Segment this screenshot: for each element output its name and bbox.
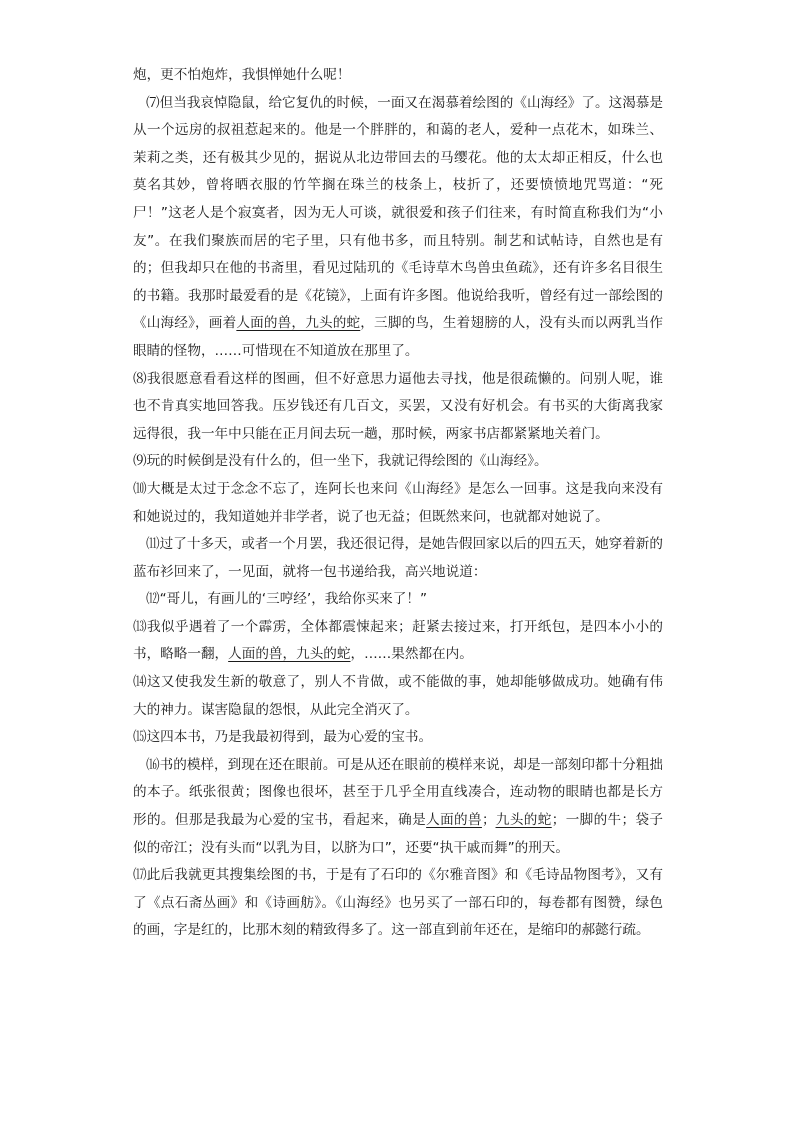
paragraph-p15 <box>133 724 663 752</box>
paragraph-p10 <box>133 476 663 531</box>
paragraph-p7 <box>133 90 663 366</box>
paragraph-p6_tail <box>133 62 663 90</box>
article-body <box>133 62 663 945</box>
text-segment: ⑿“哥儿，有画儿的‘三哼经’，我给你买来了！” <box>146 591 428 608</box>
paragraph-p8 <box>133 366 663 449</box>
text-segment: ⒃书的模样，到现在还在眼前。可是从还在眼前的模样来说，却是一部刻印都十分粗拙的本子。纸张很黄；图像也很坏，甚至于几乎全用直线凑合，连动物的眼睛也都是长方形的。但那是我最为心爱的宝书，看起来，确是 <box>133 756 663 829</box>
paragraph-p16 <box>133 752 663 862</box>
text-segment: ； <box>481 812 496 829</box>
paragraph-p13 <box>133 614 663 669</box>
text-segment: ，……果然都在内。 <box>350 646 473 663</box>
underlined-phrase: 人面的兽 <box>426 812 482 829</box>
underlined-phrase: 九头的蛇 <box>495 812 552 829</box>
text-segment: ⑺但当我哀悼隐鼠，给它复仇的时候，一面又在渴慕着绘图的《山海经》了。这渴慕是从一个远房的叔祖惹起来的。他是一个胖胖的，和蔼的老人，爱种一点花木，如珠兰、茉莉之类，还有极其少见的，据说从北边带回去的马缨花。他的太太却正相反，什么也莫名其妙，曾将晒衣服的竹竿搁在珠兰的枝条上，枝折了，还要愤愤地咒骂道：“死尸！”这老人是个寂寞者，因为无人可谈，就很爱和孩子们往来，有时简直称我们为“小友”。在我们聚族而居的宅子里，只有他书多，而且特别。制艺和试帖诗，自然也是有的；但我却只在他的书斋里，看见过陆玑的《毛诗草木鸟兽虫鱼疏》，还有许多名目很生的书籍。我那时最爱看的是《花镜》，上面有许多图。他说给我听，曾经有过一部绘图的《山海经》，画着 <box>133 94 663 332</box>
text-segment: ⒁这又使我发生新的敬意了，别人不肯做，或不能做的事，她却能够做成功。她确有伟大的神力。谋害隐鼠的怨恨，从此完全消灭了。 <box>133 674 663 718</box>
paragraph-p14 <box>133 669 663 724</box>
text-segment: ⑻我很愿意看看这样的图画，但不好意思力逼他去寻找，他是很疏懒的。问别人呢，谁也不肯真实地回答我。压岁钱还有几百文，买罢，又没有好机会。有书买的大街离我家远得很，我一年中只能在正月间去玩一趟，那时候，两家书店都紧紧地关着门。 <box>133 370 663 442</box>
text-segment: ⑾过了十多天，或者一个月罢，我还很记得，是她告假回家以后的四五天，她穿着新的蓝布衫回来了，一见面，就将一包书递给我，高兴地说道： <box>133 536 663 580</box>
text-segment: ⒀我似乎遇着了一个霹雳，全体都震悚起来；赶紧去接过来，打开纸包，是四本小小的书，略略一翻， <box>133 618 663 663</box>
paragraph-p11 <box>133 531 663 586</box>
text-segment: ⑽大概是太过于念念不忘了，连阿长也来问《山海经》是怎么一回事。这是我向来没有和她说过的，我知道她并非学者，说了也无益；但既然来问，也就都对她说了。 <box>133 480 663 525</box>
paragraph-p17 <box>133 862 663 945</box>
text-segment: ，三脚的鸟，生着翅膀的人，没有头而以两乳当作眼睛的怪物，……可惜现在不知道放在那里了。 <box>133 315 664 359</box>
underlined-phrase: 人面的兽，九头的蛇 <box>228 646 351 663</box>
paragraph-p12 <box>133 586 663 614</box>
paragraph-p9 <box>133 448 663 476</box>
text-segment: 炮，更不怕炮炸，我惧惮她什么呢！ <box>133 67 351 83</box>
text-segment: ⒂这四本书，乃是我最初得到，最为心爱的宝书。 <box>133 729 433 746</box>
text-segment: ；一脚的牛；袋子似的帝江；没有头而“以乳为目，以脐为口”，还要“执干戚而舞”的刑天。 <box>133 812 664 856</box>
underlined-phrase: 人面的兽，九头的蛇 <box>236 315 361 332</box>
text-segment: ⒄此后我就更其搜集绘图的书，于是有了石印的《尔雅音图》和《毛诗品物图考》，又有了《点石斋丛画》和《诗画舫》。《山海经》也另买了一部石印的，每卷都有图赞，绿色的画，字是红的，比那木刻的精致得多了。这一部直到前年还在，是缩印的郝懿行疏。 <box>133 867 663 939</box>
text-segment: ⑼玩的时候倒是没有什么的，但一坐下，我就记得绘图的《山海经》。 <box>133 453 548 470</box>
